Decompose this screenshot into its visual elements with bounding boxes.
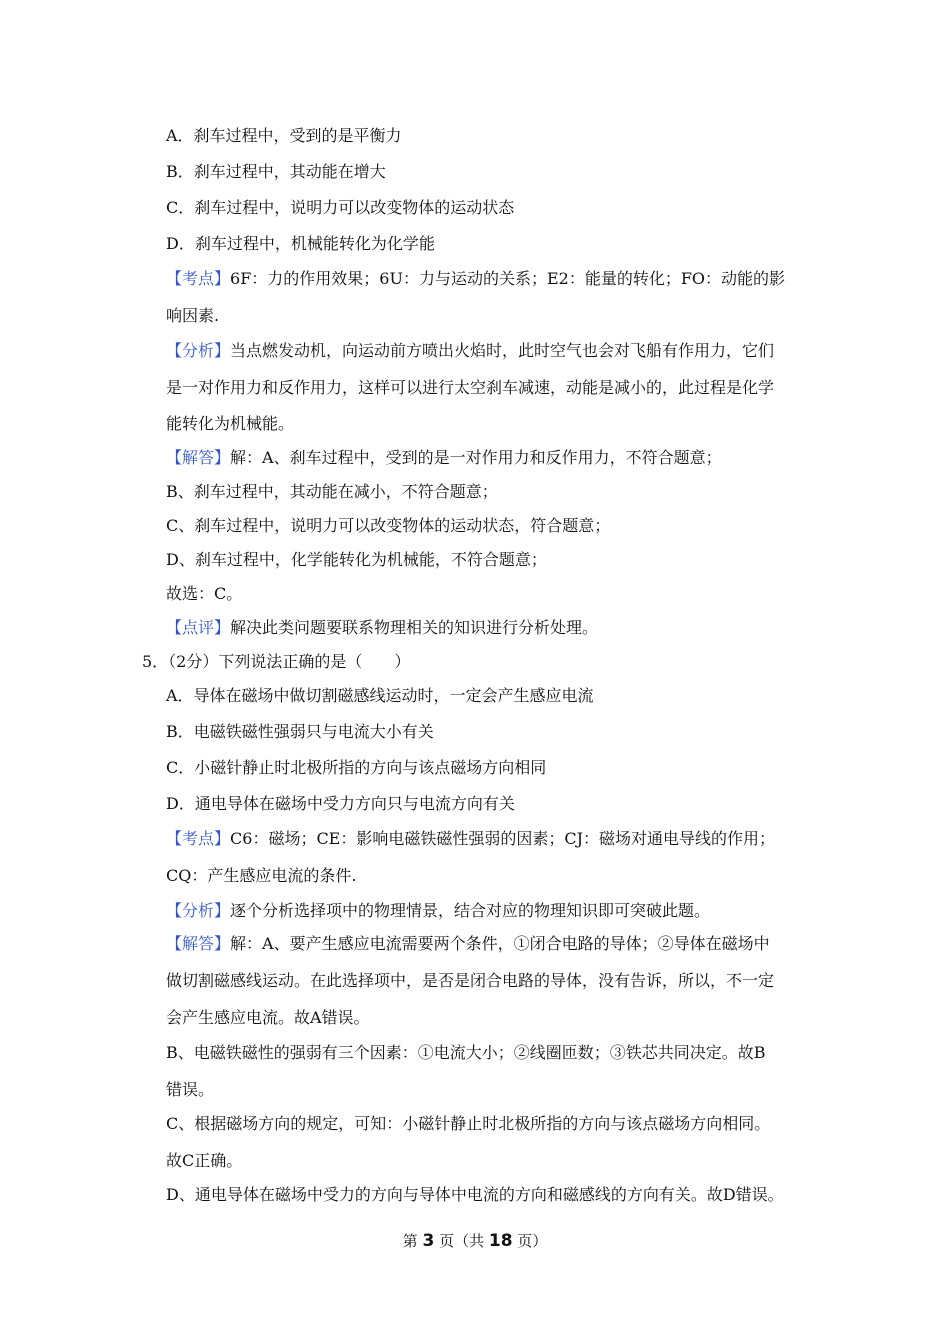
q5-option-c: C．小磁针静止时北极所指的方向与该点磁场方向相同 <box>166 758 547 777</box>
footer-suffix: 页） <box>517 1232 548 1250</box>
q4-jieda-line-5: 故选：C。 <box>166 584 243 603</box>
q4-kaodian-line-2: 响因素. <box>166 306 220 325</box>
q4-kaodian-tag: 【考点】 <box>166 269 231 288</box>
q5-fenxi-text: 逐个分析选择项中的物理情景，结合对应的物理知识即可突破此题。 <box>230 901 711 920</box>
q5-jieda-line-4: B、电磁铁磁性的强弱有三个因素：①电流大小；②线圈匝数；③铁芯共同决定。故B <box>166 1043 766 1062</box>
q4-dianping-tag: 【点评】 <box>166 618 231 637</box>
q5-option-a: A．导体在磁场中做切割磁感线运动时，一定会产生感应电流 <box>166 686 594 705</box>
q4-fenxi-line-3: 能转化为机械能。 <box>166 414 295 433</box>
q4-dianping-line <box>166 618 810 638</box>
q4-kaodian-text-1: 6F：力的作用效果；6U：力与运动的关系；E2：能量的转化；FO：动能的影 <box>230 269 786 288</box>
q5-fenxi-tag: 【分析】 <box>166 901 231 920</box>
q5-jieda-line-6: C、根据磁场方向的规定，可知：小磁针静止时北极所指的方向与该点磁场方向相同。 <box>166 1114 771 1133</box>
q4-jieda-tag: 【解答】 <box>166 448 231 467</box>
q4-fenxi-tag: 【分析】 <box>166 341 231 360</box>
q5-kaodian-line-2: CQ：产生感应电流的条件. <box>166 866 357 885</box>
q4-dianping-text: 解决此类问题要联系物理相关的知识进行分析处理。 <box>230 618 599 637</box>
q5-kaodian-text-1: C6：磁场；CE：影响电磁铁磁性强弱的因素；CJ：磁场对通电导线的作用； <box>230 829 776 848</box>
q5-jieda-line-7: 故C正确。 <box>166 1151 243 1170</box>
footer-prefix: 第 <box>402 1232 418 1250</box>
q5-jieda-line-8: D、通电导体在磁场中受力的方向与导体中电流的方向和磁感线的方向有关。故D错误。 <box>166 1185 784 1204</box>
footer-middle: 页（共 <box>439 1232 485 1250</box>
q4-jieda-line-2: B、刹车过程中，其动能在减小，不符合题意； <box>166 482 498 501</box>
q5-kaodian-line-1 <box>166 829 810 849</box>
q4-option-b: B．刹车过程中，其动能在增大 <box>166 162 386 181</box>
q5-jieda-text-1: 解：A、要产生感应电流需要两个条件，①闭合电路的导体；②导体在磁场中 <box>230 934 770 953</box>
q4-jieda-line-3: C、刹车过程中，说明力可以改变物体的运动状态，符合题意； <box>166 516 611 535</box>
q4-jieda-text-1: 解：A、刹车过程中，受到的是一对作用力和反作用力，不符合题意； <box>230 448 722 467</box>
q5-kaodian-tag: 【考点】 <box>166 829 231 848</box>
q4-option-d: D．刹车过程中，机械能转化为化学能 <box>166 234 435 253</box>
q4-fenxi-text-1: 当点燃发动机，向运动前方喷出火焰时，此时空气也会对飞船有作用力，它们 <box>230 341 775 360</box>
q5-option-b: B．电磁铁磁性强弱只与电流大小有关 <box>166 722 434 741</box>
q4-fenxi-line-1 <box>166 341 810 361</box>
q4-option-a: A．刹车过程中，受到的是平衡力 <box>166 126 402 145</box>
q4-kaodian-line-1 <box>166 269 810 289</box>
footer-page-number: 3 <box>422 1231 435 1251</box>
footer-total-pages: 18 <box>488 1231 513 1251</box>
q5-jieda-line-2: 做切割磁感线运动。在此选择项中，是否是闭合电路的导体，没有告诉，所以，不一定 <box>166 971 775 990</box>
q4-jieda-line-4: D、刹车过程中，化学能转化为机械能，不符合题意； <box>166 550 547 569</box>
q5-stem: 5．（2分）下列说法正确的是（ ） <box>142 652 411 671</box>
q5-jieda-tag: 【解答】 <box>166 934 231 953</box>
q5-option-d: D．通电导体在磁场中受力方向只与电流方向有关 <box>166 794 515 813</box>
q5-jieda-line-3: 会产生感应电流。故A错误。 <box>166 1008 370 1027</box>
page-footer <box>0 1231 950 1251</box>
q5-jieda-line-1 <box>166 934 810 954</box>
q5-jieda-line-5: 错误。 <box>166 1080 215 1099</box>
q4-jieda-line-1 <box>166 448 810 468</box>
q5-fenxi-line <box>166 901 810 921</box>
q4-option-c: C．刹车过程中，说明力可以改变物体的运动状态 <box>166 198 515 217</box>
q4-fenxi-line-2: 是一对作用力和反作用力，这样可以进行太空刹车减速，动能是减小的，此过程是化学 <box>166 378 775 397</box>
